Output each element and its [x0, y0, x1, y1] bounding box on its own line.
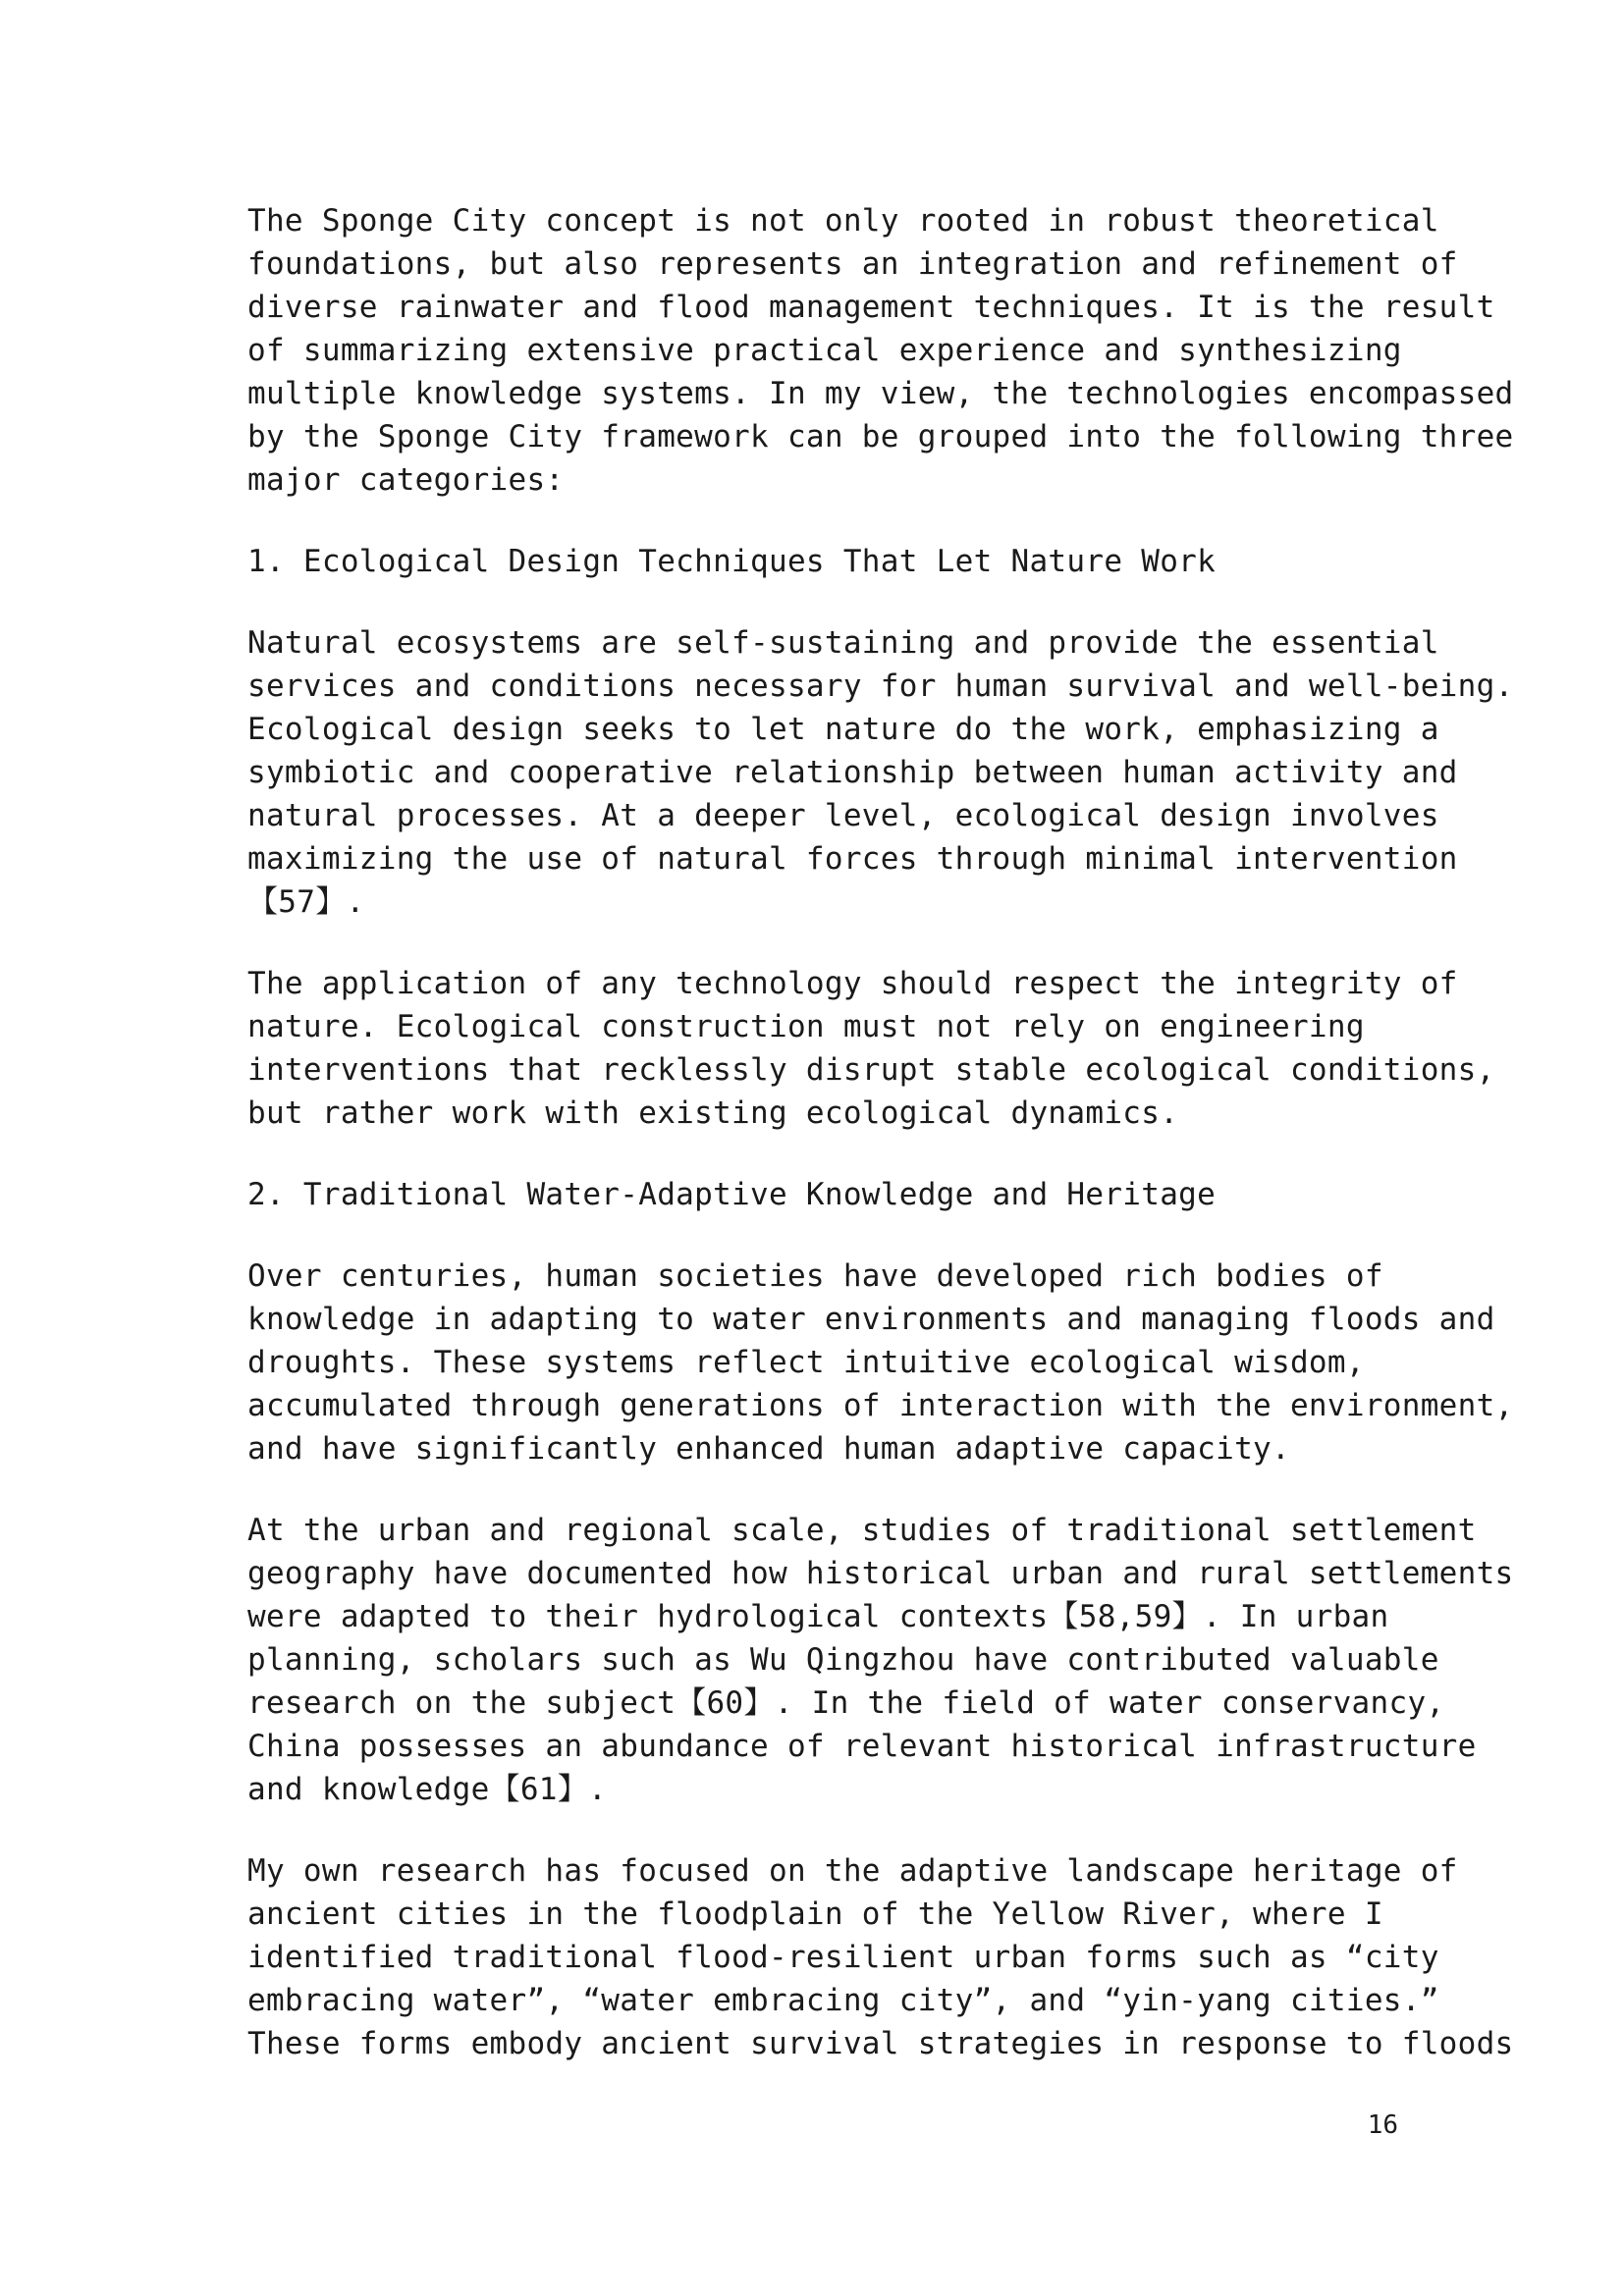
text-line: droughts. These systems reflect intuitive ecological wisdom, — [247, 1345, 1365, 1380]
text-line: research on the subject【60】. In the field of water conservancy, — [247, 1685, 1445, 1721]
text-line: multiple knowledge systems. In my view, the technologies encompassed — [247, 376, 1514, 411]
text-line: My own research has focused on the adaptive landscape heritage of — [247, 1853, 1458, 1889]
section-heading — [247, 1173, 1377, 1216]
text-line: diverse rainwater and flood management techniques. It is the result — [247, 290, 1495, 325]
text-line: accumulated through generations of interaction with the environment, — [247, 1388, 1514, 1423]
text-line: symbiotic and cooperative relationship between human activity and — [247, 755, 1458, 790]
text-line: Natural ecosystems are self-sustaining and provide the essential — [247, 625, 1439, 661]
text-line: These forms embody ancient survival strategies in response to floods — [247, 2026, 1514, 2061]
text-line: foundations, but also represents an integration and refinement of — [247, 246, 1458, 282]
text-line: knowledge in adapting to water environments and managing floods and — [247, 1302, 1495, 1337]
text-line: planning, scholars such as Wu Qingzhou have contributed valuable — [247, 1642, 1439, 1678]
text-line: geography have documented how historical urban and rural settlements — [247, 1556, 1514, 1591]
body-text — [247, 199, 1514, 2104]
paragraph — [247, 621, 1514, 924]
text-line: identified traditional flood-resilient urban forms such as “city — [247, 1940, 1439, 1975]
text-line: ancient cities in the floodplain of the Yellow River, where I — [247, 1896, 1383, 1932]
paragraph — [247, 199, 1514, 502]
text-line: Over centuries, human societies have developed rich bodies of — [247, 1258, 1383, 1294]
text-line: of summarizing extensive practical experience and synthesizing — [247, 333, 1402, 368]
text-line: 1. Ecological Design Techniques That Let Nature Work — [247, 544, 1217, 579]
text-line: and have significantly enhanced human adaptive capacity. — [247, 1431, 1290, 1467]
text-line: At the urban and regional scale, studies of traditional settlement — [247, 1513, 1477, 1548]
text-line: services and conditions necessary for human survival and well-being. — [247, 668, 1514, 704]
text-line: The Sponge City concept is not only rooted in robust theoretical — [247, 203, 1439, 239]
text-line: embracing water”, “water embracing city”, and “yin-yang cities.” — [247, 1983, 1439, 2018]
paragraph — [247, 962, 1495, 1135]
paragraph — [247, 1509, 1514, 1811]
text-line: nature. Ecological construction must not rely on engineering — [247, 1009, 1365, 1044]
paragraph — [247, 1255, 1514, 1470]
text-line: and knowledge【61】. — [247, 1772, 608, 1807]
section-heading — [247, 540, 1377, 583]
page-number: 16 — [1367, 2110, 1398, 2140]
text-line: natural processes. At a deeper level, ecological design involves — [247, 798, 1439, 833]
text-line: but rather work with existing ecological dynamics. — [247, 1095, 1179, 1131]
text-line: by the Sponge City framework can be grouped into the following three — [247, 419, 1514, 454]
text-line: major categories: — [247, 462, 565, 498]
text-line: maximizing the use of natural forces through minimal intervention — [247, 841, 1458, 877]
text-line: The application of any technology should respect the integrity of — [247, 966, 1458, 1001]
paragraph — [247, 1849, 1514, 2065]
text-line: interventions that recklessly disrupt stable ecological conditions, — [247, 1052, 1495, 1088]
text-line: China possesses an abundance of relevant historical infrastructure — [247, 1729, 1477, 1764]
text-line: 【57】. — [247, 884, 365, 920]
text-line: 2. Traditional Water-Adaptive Knowledge and Heritage — [247, 1177, 1217, 1212]
text-line: Ecological design seeks to let nature do the work, emphasizing a — [247, 712, 1439, 747]
text-line: were adapted to their hydrological contexts【58,59】. In urban — [247, 1599, 1389, 1634]
